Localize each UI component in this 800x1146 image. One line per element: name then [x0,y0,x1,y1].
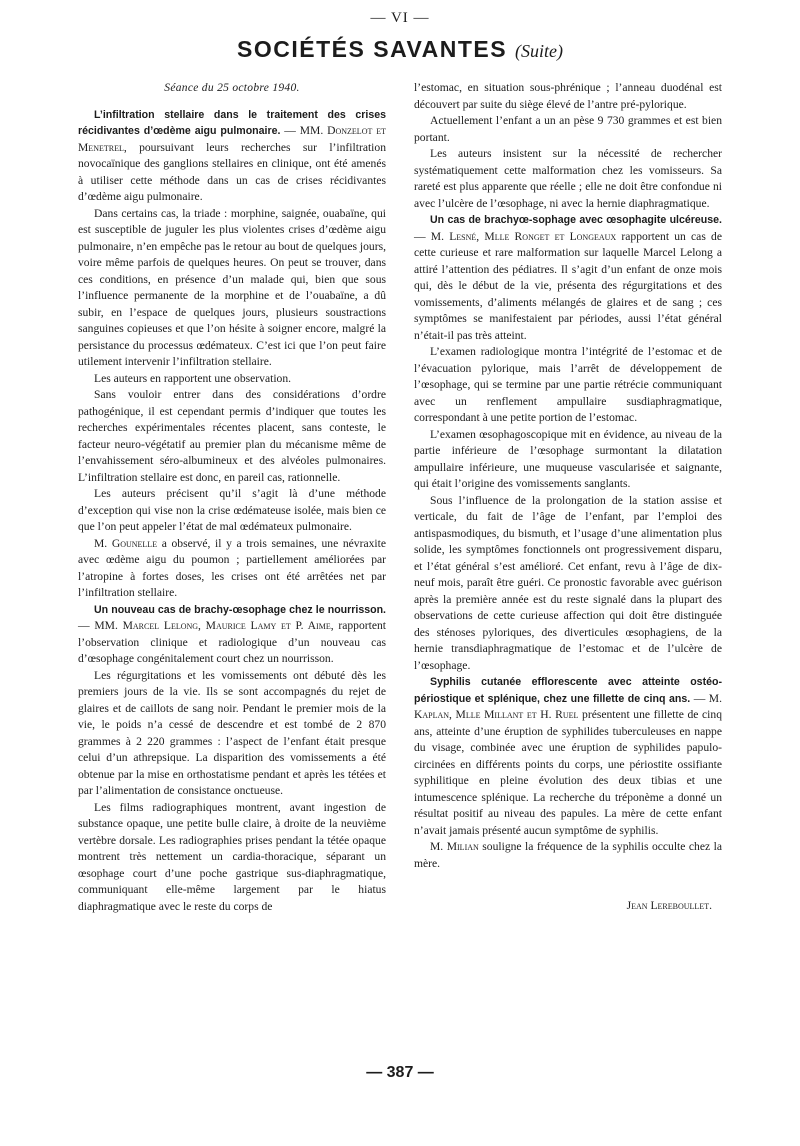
paragraph: Les films radiographiques montrent, avant ingestion de substance opaque, une petite bulle claire, à droite de la neuvième vertèbre dorsale. Les radiographies prises pendant la tétée opaque montrent très nettement un cardia-thoracique, séparant un œsophage court d’une poche gastrique sus-diaphragmatique, communiquant elle-même largement par le hiatus diaphragmatique avec le reste du corps de [78,800,386,913]
session-date: Séance du 25 octobre 1940. [164,82,300,94]
article-authors: Donzelot et Menetrel [78,124,386,154]
article-authors: Lesné, Mlle Ronget et Longeaux [449,229,617,243]
article-oesophagite-ulcereuse: Un cas de brachyœ-sophage avec œsophagite ulcéreuse. — M. Lesné, Mlle Ronget et Longeaux rapportent un cas de cette curieuse et rare malformation sur laquelle Marcel Lelong a attiré l’attention des pédiatres. Il s’agit d’un enfant de onze mois qui, dès le début de la vie, présenta des régurgitations et des vomissements, d’aliments mélangés de glaires et de sang ; ces symptômes se manifestaient par périodes, aussi l’état général n’était-il pas très atteint. [414,214,722,342]
article-authors: Kaplan, Mlle Millant et H. Ruel [414,708,579,721]
paragraph: Les auteurs insistent sur la nécessité de rechercher systématiquement cette malformation chez les vomisseurs. Sa rareté est plus apparente que réelle ; elle ne doit être confondue ni avec l’ulcère de l’œsophage, ni avec la hernie diaphragmatique. [414,147,722,210]
section-suite: (Suite) [514,41,563,61]
article-brachy-oesophage-nourrisson: Un nouveau cas de brachy-œsophage chez le nourrisson. — MM. Marcel Lelong, Maurice Lamy et P. Aime, rapportent l’observation clinique et radiologique d’un nouveau cas d’œsophage congénitalement court chez un nourrisson. [78,603,386,665]
article-title: Un nouveau cas de brachy-œsophage chez le nourrisson. [94,603,386,616]
author-name: Milian [446,840,479,853]
paragraph: Les régurgitations et les vomissements ont débuté dès les premiers jours de la vie. Ils se sont accompagnés du rejet de glaires et de caillots de sang noir. Pendant le premier mois de la vie, le poids n’a cessé de descendre et est tombé de 2 870 grammes à 2 220 grammes : l’aspect de l’enfant était presque celui d’un athrepsique. La disparition des vomissements a été obtenue par la mise en orthostatisme pendant et après les tétées et par l’alimentation de consistance onctueuse. [78,668,386,797]
paragraph: M. Gounelle a observé, il y a trois semaines, une névraxite avec œdème aigu du poumon ; partiellement améliorées par l’atropine à fortes doses, les crises ont été arrêtées net par l’infiltration stellaire. [78,536,386,599]
left-column [78,80,386,915]
paragraph: Actuellement l’enfant a un an pèse 9 730 grammes et est bien portant. [414,114,722,144]
paragraph: L’examen radiologique montra l’intégrité de l’estomac et de l’évacuation pylorique, mais l’arrêt de développement de l’œsophage, qui se termine par une partie rétrécie communiquant avec un renflement ampullaire susdiaphragmatique, correspondant à une petite portion de l’estomac. [414,345,722,424]
paragraph: Les auteurs en rapportent une observation. [94,371,292,385]
paragraph: Dans certains cas, la triade : morphine, saignée, ouabaïne, qui est susceptible de juguler les plus violentes crises d’œdème aigu pulmonaire, n’en empêche pas le retour au bout de quelques jours, voire même parfois de quelques heures. On peut se trouver, dans ces conditions, en présence d’un malade qui, bien que sous l’influence permanente de la morphine et de l’ouabaïne, a dû subir, en l’espace de quelques jours, plusieurs soustractions sanguines copieuses et que l’on hésite à soigner encore, malgré la persistance du processus œdémateux. C’est ici que l’on peut faire utilement intervenir l’infiltration stellaire. [78,206,386,368]
article-infiltration-stellaire: L’infiltration stellaire dans le traitement des crises récidivantes d’œdème aigu pulmonaire. — MM. Donzelot et Menetrel, poursuivant leurs recherches sur l’infiltration novocaïnique des ganglions stellaires en clinique, ont été amenés à utiliser cette méthode dans un cas de crises récidivantes d’œdème aigu pulmonaire. [78,108,386,203]
article-title: L’infiltration stellaire dans le traitement des crises récidivantes d’œdème aigu pulmonaire. [78,108,386,137]
page-number: — 387 — [366,1064,434,1081]
paragraph: Les auteurs précisent qu’il s’agit là d’une méthode d’exception qui vise non la crise œdémateuse isolée, mais bien ce que l’on peut appeler l’état de mal œdémateux pulmonaire. [78,487,386,533]
article-syphilis-cutanee: Syphilis cutanée efflorescente avec atteinte ostéo-périostique et splénique, chez une fillette de cinq ans. — M. Kaplan, Mlle Millant et H. Ruel présentent une fillette de cinq ans, atteinte d’une éruption de syphilides tuberculeuses en nappe du visage, combinée avec une éruption de syphilides papulo-circinées en différents points du corps, une périostite ossifiante syphilitique en pleine évolution des deux tibias et une intumescence splénique. La recherche du tréponème a donné un résultat positif au niveau des papules. La mère de cette enfant n’avait jamais présenté aucun symptôme de syphilis. [414,676,722,837]
article-title: Un cas de brachyœ-sophage avec œsophagite ulcéreuse. [430,214,722,226]
right-column [414,80,722,915]
author-name: Gounelle [111,536,158,550]
article-authors: Marcel Lelong, Maurice Lamy et P. Aime [122,619,331,632]
signature: Jean Lereboullet. [626,899,712,912]
paragraph: l’estomac, en situation sous-phrénique ; l’anneau duodénal est découvert par suite du siège élevé de l’antre pré-pylorique. [414,81,722,111]
paragraph: Sous l’influence de la prolongation de la station assise et verticale, du fait de l’âge de l’enfant, par l’emploi des antispasmodiques, du bismuth, et l’usage d’une alimentation plus solide, les symptômes fonctionnels ont progressivement disparu, et l’état général s’est amélioré. Cet enfant, revu à l’âge de dix-neuf mois, paraît être guéri. Ce pronostic favorable avec guérison après la première année est du reste signalé dans la plupart des observations de cette curieuse affection qui doit être distinguée des sténoses pyloriques, des diverticules œsophagiens, de la hernie transdiaphragmatique de l’estomac et de l’ulcère de l’œsophage. [414,493,722,672]
section-header [0,36,800,63]
section-title: SOCIÉTÉS SAVANTES [237,36,508,62]
roman-page-marker: — VI — [370,10,430,26]
paragraph: M. Milian souligne la fréquence de la syphilis occulte chez la mère. [414,840,722,870]
paragraph: Sans vouloir entrer dans des considérations d’ordre pathogénique, il est cependant permis d’indiquer que toutes les recherches expérimentales récentes placent, sans conteste, le facteur neuro-végétatif au premier plan du mécanisme même de l’envahissement séro-albumineux et des alvéoles pulmonaires. L’infiltration stellaire est donc, en pareil cas, rationnelle. [78,388,386,484]
article-title: Syphilis cutanée efflorescente avec atteinte ostéo-périostique et splénique, chez une fillette de cinq ans. [414,676,722,705]
paragraph: L’examen œsophagoscopique mit en évidence, au niveau de la partie inférieure de l’œsophage surmontant la dilatation ampullaire inférieure, une muqueuse vascularisée et saignante, qui était l’origine des vomissements sanglants. [414,427,722,490]
